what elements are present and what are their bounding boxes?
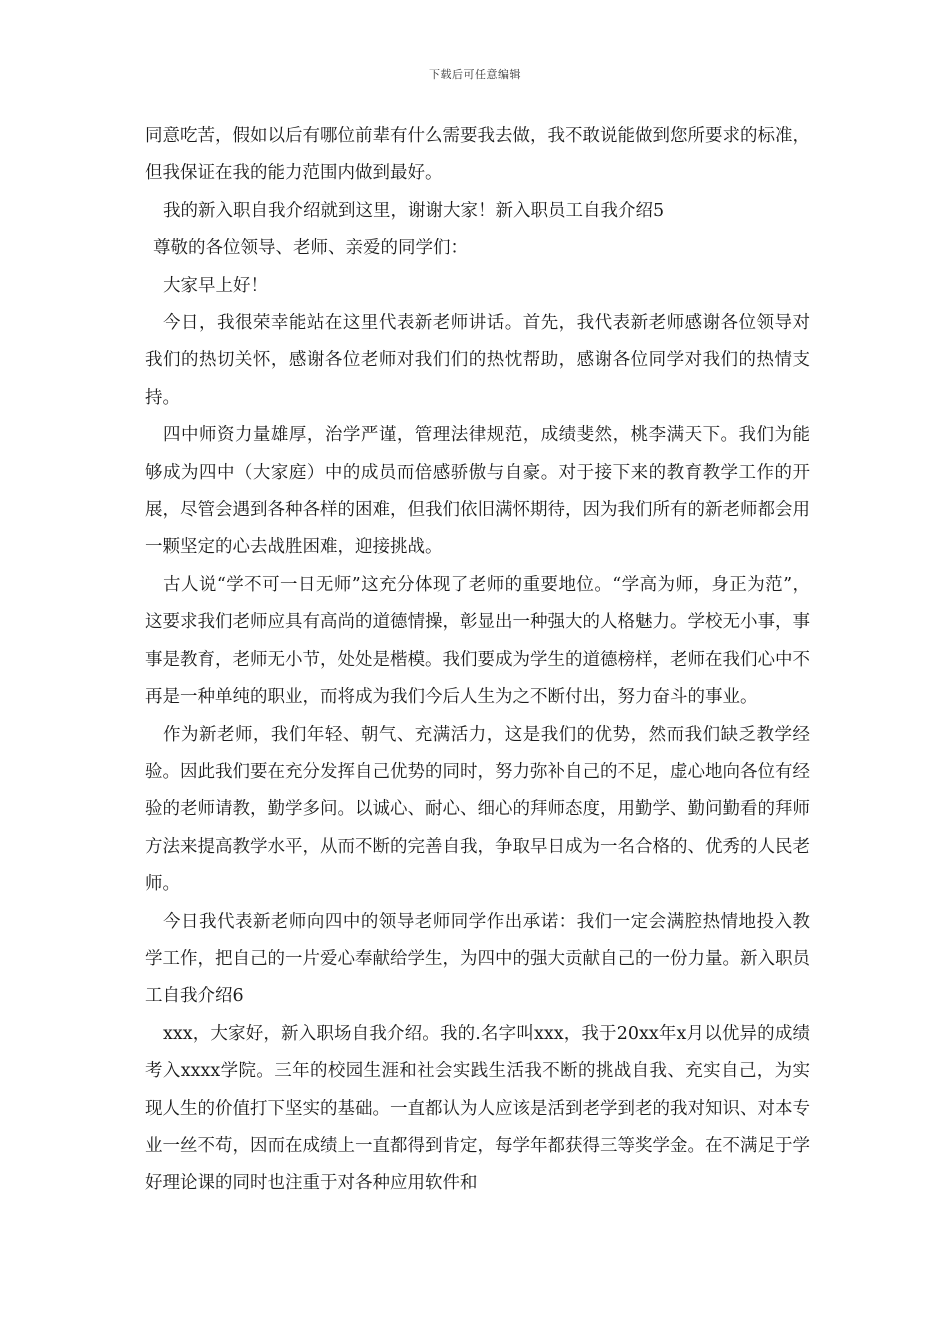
paragraph-9: 今日我代表新老师向四中的领导老师同学作出承诺：我们一定会满腔热情地投入教学工作，把自己的一片爱心奉献给学生，为四中的强大贡献自己的一份力量。新入职员工自我介绍6 [145,911,810,1007]
paragraph-4: 大家早上好！ [163,275,268,296]
paragraph-6: 四中师资力量雄厚，治学严谨，管理法律规范，成绩斐然，桃李满天下。我们为能够成为四中（大家庭）中的成员而倍感骄傲与自豪。对于接下来的教育教学工作的开展，尽管会遇到各种各样的困难，但我们依旧满怀期待，因为我们所有的新老师都会用一颗坚定的心去战胜困难，迎接挑战。 [145,425,810,558]
paragraph-2: 我的新入职自我介绍就到这里，谢谢大家！新入职员工自我介绍5 [163,200,665,221]
paragraph-5: 今日，我很荣幸能站在这里代表新老师讲话。首先，我代表新老师感谢各位领导对我们的热切关怀，感谢各位老师对我们们的热忱帮助，感谢各位同学对我们的热情支持。 [145,313,810,408]
paragraph-8: 作为新老师，我们年轻、朝气、充满活力，这是我们的优势，然而我们缺乏教学经验。因此我们要在充分发挥自己优势的同时，努力弥补自己的不足，虚心地向各位有经验的老师请教，勤学多问。以诚心、耐心、细心的拜师态度，用勤学、勤问勤看的拜师方法来提高教学水平，从而不断的完善自我，争取早日成为一名合格的、优秀的人民老师。 [145,724,810,895]
paragraph-7: 古人说“学不可一日无师”这充分体现了老师的重要地位。“学高为师，身正为范”，这要求我们老师应具有高尚的道德情操，彰显出一种强大的人格魅力。学校无小事，事事是教育，老师无小节，处处是楷模。我们要成为学生的道德榜样，老师在我们心中不再是一种单纯的职业，而将成为我们今后人生为之不断付出，努力奋斗的事业。 [145,574,810,708]
document-body [145,118,810,1203]
paragraph-3: 尊敬的各位领导、老师、亲爱的同学们： [153,238,468,259]
paragraph-1: 同意吃苦，假如以后有哪位前辈有什么需要我去做，我不敢说能做到您所要求的标准，但我保证在我的能力范围内做到最好。 [145,126,810,184]
page-header: 下载后可任意编辑 [429,68,521,81]
paragraph-10: xxx，大家好，新入职场自我介绍。我的.名字叫xxx，我于20xx年x月以优异的成绩考入xxxx学院。三年的校园生涯和社会实践生活我不断的挑战自我、充实自己，为实现人生的价值打下坚实的基础。一直都认为人应该是活到老学到老的我对知识、对本专业一丝不苟，因而在成绩上一直都得到肯定，每学年都获得三等奖学金。在不满足于学好理论课的同时也注重于对各种应用软件和 [145,1023,810,1194]
